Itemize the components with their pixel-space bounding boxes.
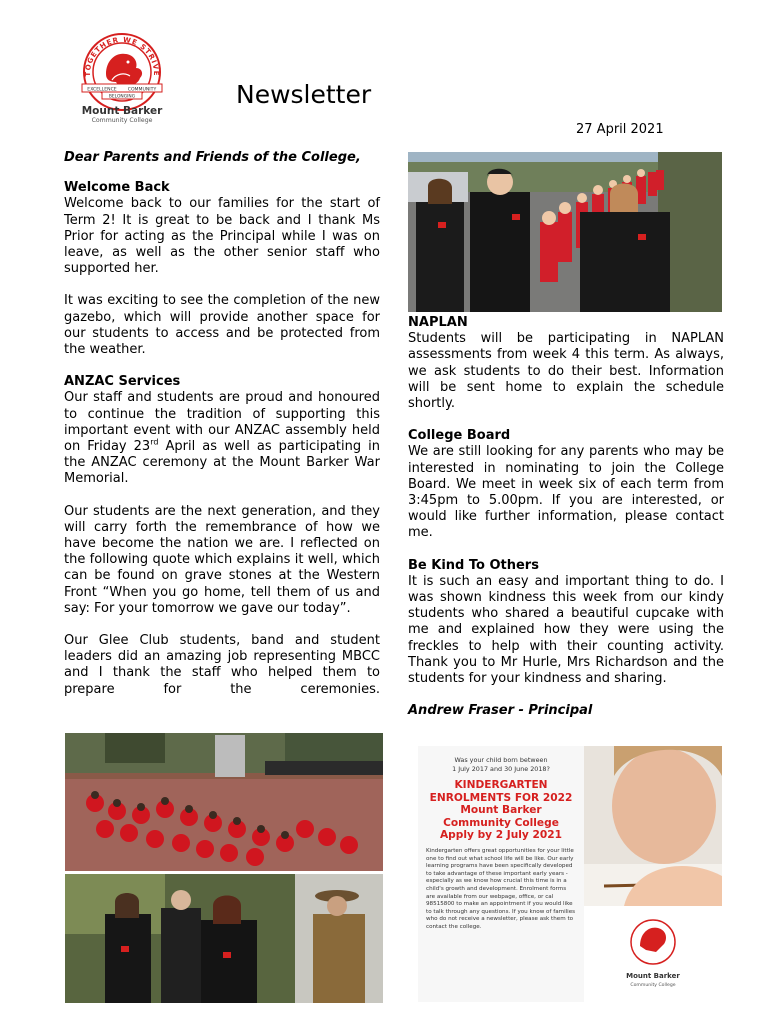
anzac-heading: ANZAC Services — [64, 374, 181, 390]
anzac-ceremony-photo — [65, 733, 383, 871]
anzac-paragraph-2: Our students are the next generation, and they will carry forth the remembrance of how we have become the nation we are. I reflected on the following quote which explains it well, which can be found on grave stones at the Western Front “When you go home, tell them of us and say: For your tomorrow we gave our today”. — [64, 503, 380, 616]
student-leaders-photo — [65, 874, 383, 1003]
poster-image-panel — [584, 746, 722, 1002]
college-logo — [76, 30, 168, 126]
greeting: Dear Parents and Friends of the College, — [64, 150, 361, 165]
newsletter-title: Newsletter — [236, 80, 372, 109]
logo-motto: TOGETHER WE STRIVE — [83, 35, 161, 77]
newsletter-date: 27 April 2021 — [576, 122, 664, 137]
welcome-heading: Welcome Back — [64, 180, 170, 196]
college-board-paragraph: We are still looking for any parents who may be interested in nominating to join the College Board. We meet in week six of each term from 3:45pm to 5.00pm. If you are interested, or would like further information, please contact me. — [408, 444, 724, 541]
left-column — [64, 150, 380, 698]
anzac-paragraph-1: Our staff and students are proud and honoured to continue the tradition of supporting this important event with our ANZAC assembly held on Friday 23rd April as well as participating in the ANZAC ceremony at the Mount Barker War Memorial. — [64, 390, 381, 487]
poster-logo-name: Mount Barker — [626, 972, 680, 980]
be-kind-heading: Be Kind To Others — [408, 557, 539, 573]
poster-text-panel — [418, 746, 584, 1002]
poster-question: Was your child born between 1 July 2017 and 30 June 2018? — [452, 756, 550, 773]
logo-ribbon-right: COMMUNITY — [127, 87, 157, 93]
logo-ribbon-bottom: BELONGING — [108, 94, 136, 100]
be-kind-paragraph: It is such an easy and important thing to do. I was shown kindness this week from our kindy students who shared a beautiful cupcake with me and explained how they were using the freckles to help with their counting activity. Thank you to Mr Hurle, Mrs Richardson and the students for your kindness and sharing. — [408, 573, 724, 687]
welcome-paragraph-2: It was exciting to see the completion of the new gazebo, which will provide another space for our students to access and be protected from the weather. — [64, 293, 380, 358]
college-board-heading: College Board — [408, 428, 511, 444]
right-column — [408, 315, 724, 719]
signature: Andrew Fraser - Principal — [408, 703, 593, 719]
poster-heading: KINDERGARTEN ENROLMENTS FOR 2022 Mount Barker Community College Apply by 2 July 2021 — [429, 779, 573, 842]
poster-logo-subname: Community College — [630, 983, 676, 988]
naplan-paragraph: Students will be participating in NAPLAN assessments from week 4 this term. As always, we ask students to do their best. Information will be sent home to explain the schedule shortly. — [408, 331, 724, 412]
students-walking-photo — [408, 152, 722, 312]
logo-subname: Community College — [91, 117, 153, 124]
logo-ribbon-left: EXCELLENCE — [87, 87, 117, 93]
kindergarten-enrolment-poster — [408, 746, 722, 1002]
welcome-paragraph-1: Welcome back to our families for the start of Term 2! It is great to be back and I thank Ms Prior for acting as the Principal while I was on leave, as well as the other senior staff who supported her. — [64, 196, 380, 277]
logo-name: Mount Barker — [81, 105, 163, 117]
anzac-paragraph-3: Our Glee Club students, band and student leaders did an amazing job representing MBCC and I thank the staff who helped them to prepare for the ceremonies. — [64, 633, 380, 697]
naplan-heading: NAPLAN — [408, 315, 468, 330]
poster-body: Kindergarten offers great opportunities for your little one to find out what school life will be like. Our early learning programs have been specifically developed to take advantage of these important early years - especially as we know how crucial this time is in a child's growth and development. Enrolment forms are available from our webpage, office, or cal 98515800 to make an appointment if you would like to talk through any questions. If you know of families who do not receive a newsletter, please ask them to contact the college. — [426, 847, 576, 930]
